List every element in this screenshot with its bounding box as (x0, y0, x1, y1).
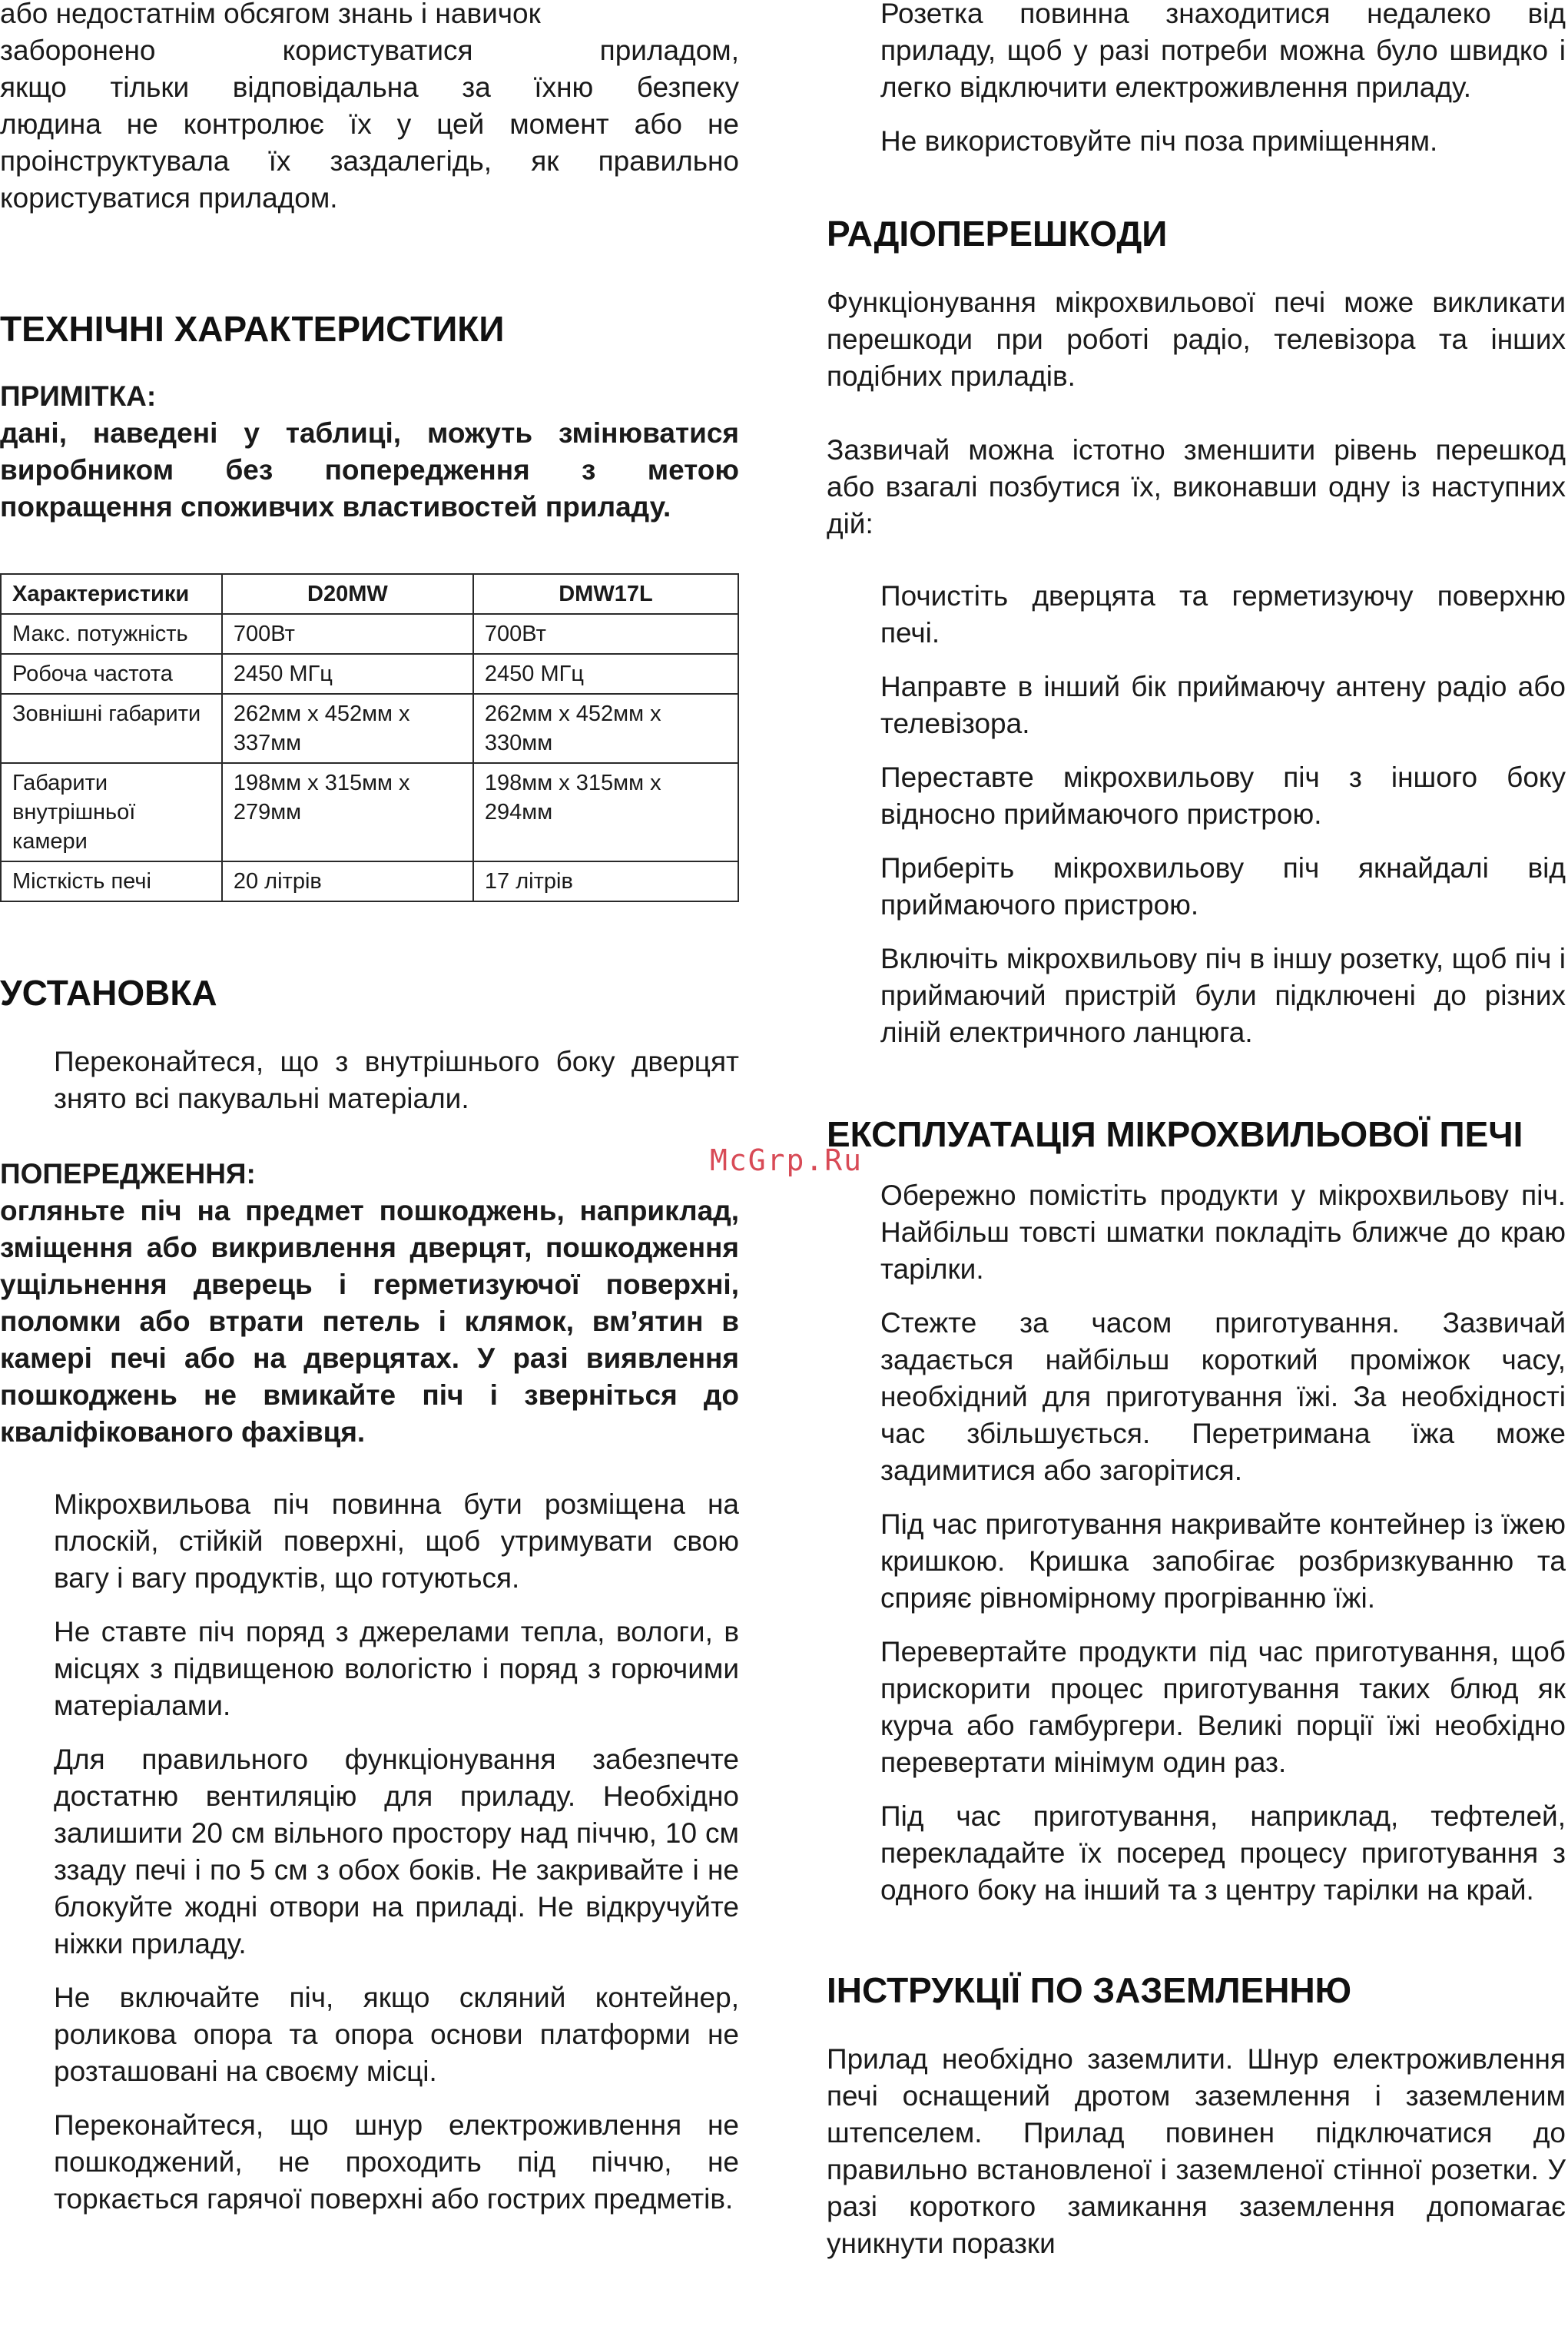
table-cell: 2450 МГц (473, 654, 738, 694)
intro-line: проінструктувала їх заздалегідь, як правильно (0, 145, 739, 177)
intro-line: якщо тільки відповідальна за їхню безпеку (0, 71, 739, 103)
install-item: Переконайтеся, що шнур електроживлення не пошкоджений, не проходить під піччю, не торкається гарячої поверхні або гострих предметів. (54, 2109, 739, 2215)
intro-line: заборонено користуватися приладом, (0, 35, 739, 66)
table-row (1, 654, 738, 694)
table-cell: 198мм х 315мм х 294мм (473, 763, 738, 861)
note-body: дані, наведені у таблиці, можуть змінюватися виробником без попередження з метою покращення споживчих властивостей приладу. (0, 417, 739, 523)
table-cell: Макс. потужність (1, 614, 222, 654)
radio-item: Почистіть дверцята та герметизуючу поверхню печі. (880, 580, 1566, 649)
table-header-row (1, 574, 738, 614)
table-header: DMW17L (473, 574, 738, 614)
specs-table (0, 573, 739, 902)
usage-item: Під час приготування накривайте контейнер із їжею кришкою. Кришка запобігає розбризкуванню та сприяє рівномірному прогріванню їжі. (880, 1508, 1566, 1614)
intro-text (0, 0, 739, 217)
install-item: Не ставте піч поряд з джерелами тепла, вологи, в місцях з підвищеною вологістю і поряд з горючими матеріалами. (54, 1616, 739, 1721)
intro-line: користуватися приладом. (0, 182, 338, 214)
radio-item: Направте в інший бік приймаючу антену радіо або телевізора. (880, 671, 1566, 739)
intro-line: або недостатнім обсягом знань і навичок (0, 0, 541, 29)
radio-heading: РАДІОПЕРЕШКОДИ (827, 214, 1168, 254)
radio-item: Переставте мікрохвильову піч з іншого боку відносно приймаючого пристрою. (880, 762, 1566, 830)
table-row (1, 763, 738, 861)
usage-item: Обережно помістіть продукти у мікрохвильову піч. Найбільш товсті шматки покладіть ближче до краю тарілки. (880, 1180, 1566, 1285)
socket-text: Розетка повинна знаходитися недалеко від приладу, щоб у разі потреби можна було швидко і легко відключити електроживлення приладу. (880, 0, 1566, 103)
usage-item: Під час приготування, наприклад, тефтелей, перекладайте їх посеред процесу приготування з одного боку на інший та з центру тарілки на край. (880, 1800, 1566, 1906)
table-cell: Габарити внутрішньої камери (1, 763, 222, 861)
install-item: Для правильного функціонування забезпечте достатню вентиляцію для приладу. Необхідно залишити 20 см вільного простору над піччю, 10 см ззаду печі і по 5 см з обох боків. Не закривайте і не блокуйте жодні отвори на приладі. Не відкручуйте ніжки приладу. (54, 1744, 739, 1959)
intro-line: людина не контролює їх у цей момент або не (0, 108, 739, 140)
table-row (1, 614, 738, 654)
grounding-text: Прилад необхідно заземлити. Шнур електроживлення печі оснащений дротом заземлення і заземленим штепселем. Прилад повинен підключатися до правильно встановленої і заземленої стінної розетки. У разі короткого замикання заземлення допомагає уникнути поразки (827, 2043, 1566, 2259)
usage-item: Перевертайте продукти під час приготування, щоб прискорити процес приготування таких блюд як курча або гамбургери. Великі порції їжі необхідно перевертати мінімум один раз. (880, 1636, 1566, 1778)
note-title: ПРИМІТКА: (0, 380, 157, 412)
install-text: Переконайтеся, що з внутрішнього боку дверцят знято всі пакувальні матеріали. (54, 1046, 739, 1114)
table-cell: 2450 МГц (222, 654, 473, 694)
table-cell: 700Вт (473, 614, 738, 654)
warning-title: ПОПЕРЕДЖЕННЯ: (0, 1158, 256, 1190)
install-item: Мікрохвильова піч повинна бути розміщена на плоскій, стійкій поверхні, щоб утримувати свою вагу і вагу продуктів, що готуються. (54, 1488, 739, 1594)
install-heading: УСТАНОВКА (0, 973, 217, 1013)
table-cell: 700Вт (222, 614, 473, 654)
table-cell: 17 літрів (473, 861, 738, 901)
radio-paragraph: Функціонування мікрохвильової печі може викликати перешкоди при роботі радіо, телевізора та інших подібних приладів. (827, 287, 1566, 392)
left-column (0, 0, 739, 2218)
grounding-heading: ІНСТРУКЦІЇ ПО ЗАЗЕМЛЕННЮ (827, 1970, 1352, 2010)
usage-heading: ЕКСПЛУАТАЦІЯ МІКРОХВИЛЬОВОЇ ПЕЧІ (827, 1114, 1523, 1154)
watermark: McGrp.Ru (710, 1143, 864, 1177)
warning-body: огляньте піч на предмет пошкоджень, наприклад, зміщення або викривлення дверцят, пошкодження ущільнення дверець і герметизуючої поверхні, поломки або втрати петель і клямок, вм’ятин в камері печі або на дверцятах. У разі виявлення пошкоджень не вмикайте піч і зверніться до кваліфікованого фахівця. (0, 1195, 739, 1448)
right-column (827, 0, 1566, 2262)
table-cell: Місткість печі (1, 861, 222, 901)
table-row (1, 694, 738, 763)
table-cell: 262мм х 452мм х 330мм (473, 694, 738, 763)
table-cell: Зовнішні габарити (1, 694, 222, 763)
radio-item: Приберіть мікрохвильову піч якнайдалі від приймаючого пристрою. (880, 852, 1566, 921)
table-cell: 20 літрів (222, 861, 473, 901)
usage-item: Стежте за часом приготування. Зазвичай задається найбільш короткий проміжок часу, необхідний для приготування їжі. За необхідності час збільшується. Перетримана їжа може задимитися або загорітися. (880, 1307, 1566, 1486)
table-cell: 198мм х 315мм х 279мм (222, 763, 473, 861)
table-header: D20MW (222, 574, 473, 614)
radio-paragraph: Зазвичай можна істотно зменшити рівень перешкод або взагалі позбутися їх, виконавши одну із наступних дій: (827, 434, 1566, 539)
specs-heading: ТЕХНІЧНІ ХАРАКТЕРИСТИКИ (0, 309, 505, 349)
table-row (1, 861, 738, 901)
install-item: Не включайте піч, якщо скляний контейнер, роликова опора та опора основи платформи не розташовані на своєму місці. (54, 1982, 739, 2087)
radio-item: Включіть мікрохвильову піч в іншу розетку, щоб піч і приймаючий пристрій були підключені до різних ліній електричного ланцюга. (880, 943, 1566, 1048)
table-header: Характеристики (1, 574, 222, 614)
table-cell: 262мм х 452мм х 337мм (222, 694, 473, 763)
table-cell: Робоча частота (1, 654, 222, 694)
outdoor-text: Не використовуйте піч поза приміщенням. (880, 125, 1438, 157)
